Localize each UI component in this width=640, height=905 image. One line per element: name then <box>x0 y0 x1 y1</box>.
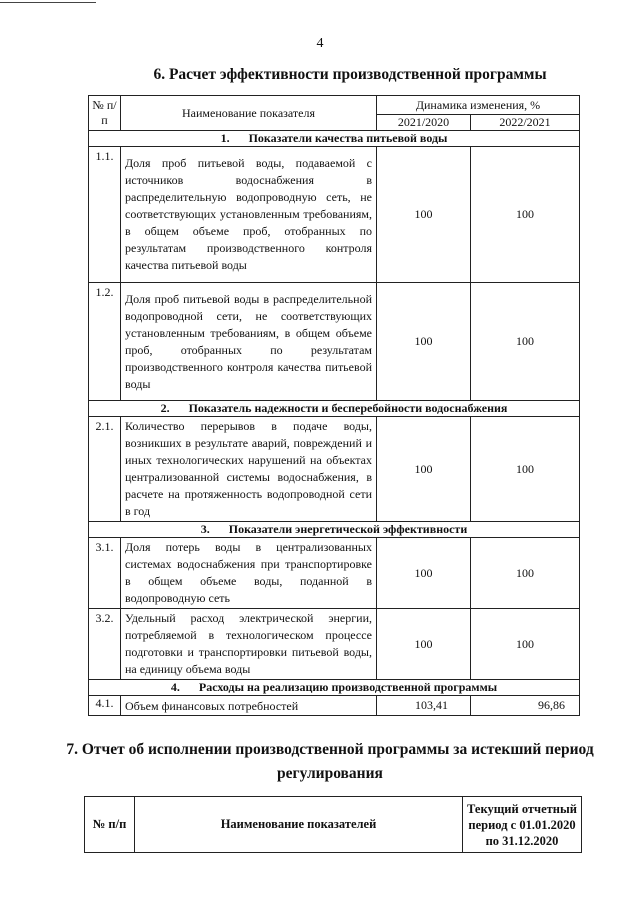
table-header-row <box>89 96 580 115</box>
group-num: 1. <box>220 131 230 145</box>
page-number: 4 <box>316 36 324 51</box>
period-line: по 31.12.2020 <box>485 833 559 848</box>
row-value-2021: 103,41 <box>377 696 471 716</box>
header-col2: 2022/2021 <box>471 115 580 131</box>
table-row <box>89 417 580 522</box>
row-value-2022: 100 <box>471 538 580 609</box>
row-num: 4.1. <box>89 696 121 716</box>
report-header-num: № п/п <box>85 797 135 853</box>
row-value-2021: 100 <box>377 283 471 401</box>
row-name: Доля проб питьевой воды, подаваемой с источников водоснабжения в распределительную водопроводную сеть, не соответствующих установленным требованиям, в общем объеме проб, отобранных по результатам производственного контроля качества питьевой воды <box>121 147 377 283</box>
header-dynamics: Динамика изменения, % <box>377 96 580 115</box>
report-header-name: Наименование показателей <box>135 797 463 853</box>
header-name: Наименование показателя <box>121 96 377 131</box>
report-header-row <box>85 797 582 853</box>
row-name: Доля потерь воды в централизованных системах водоснабжения при транспортировке в общем объеме воды, поданной в водопроводную сеть <box>121 538 377 609</box>
table-row <box>89 696 580 716</box>
row-num: 3.2. <box>89 609 121 680</box>
top-rule <box>0 2 96 3</box>
row-num: 1.1. <box>89 147 121 283</box>
table-row <box>89 538 580 609</box>
row-num: 3.1. <box>89 538 121 609</box>
row-value-2021: 100 <box>377 609 471 680</box>
group-title: 1. Показатели качества питьевой воды <box>89 131 580 147</box>
group-row <box>89 680 580 696</box>
group-title: 3. Показатели энергетической эффективности <box>89 522 580 538</box>
row-name: Удельный расход электрической энергии, потребляемой в технологическом процессе подготовки и транспортировки питьевой воды, на единицу объема воды <box>121 609 377 680</box>
group-title: 4. Расходы на реализацию производственной программы <box>89 680 580 696</box>
row-value-2022: 100 <box>471 609 580 680</box>
row-name: Количество перерывов в подаче воды, возникших в результате аварий, повреждений и иных технологических нарушений на объектах централизованной системы водоснабжения, в расчете на протяженность водопроводной сети в год <box>121 417 377 522</box>
row-value-2022: 100 <box>471 283 580 401</box>
table-row <box>89 283 580 401</box>
group-row <box>89 522 580 538</box>
table-row <box>89 147 580 283</box>
period-line: период с 01.01.2020 <box>468 817 576 832</box>
group-num: 3. <box>200 522 210 536</box>
row-value-2021: 100 <box>377 147 471 283</box>
section7-title-line2: регулирования <box>277 765 383 782</box>
header-col1: 2021/2020 <box>377 115 471 131</box>
section7-title <box>0 738 640 786</box>
row-num: 2.1. <box>89 417 121 522</box>
group-title: 2. Показатель надежности и бесперебойности водоснабжения <box>89 401 580 417</box>
row-value-2021: 100 <box>377 417 471 522</box>
group-num: 4. <box>170 680 180 694</box>
report-header-period <box>463 797 582 853</box>
row-value-2022: 100 <box>471 147 580 283</box>
report-table <box>84 796 582 853</box>
group-num: 2. <box>160 401 170 415</box>
period-line: Текущий отчетный <box>467 801 577 816</box>
section6-title: 6. Расчет эффективности производственной программы <box>153 66 547 83</box>
row-value-2022: 100 <box>471 417 580 522</box>
group-row <box>89 401 580 417</box>
row-name: Объем финансовых потребностей <box>121 696 377 716</box>
row-num: 1.2. <box>89 283 121 401</box>
row-name: Доля проб питьевой воды в распределительной водопроводной сети, не соответствующих установленным требованиям, в общем объеме проб, отобранных по результатам производственного контроля качества питьевой воды <box>121 283 377 401</box>
section7-title-line1: 7. Отчет об исполнении производственной программы за истекший период <box>66 741 594 758</box>
efficiency-table <box>88 95 580 716</box>
row-value-2022: 96,86 <box>471 696 580 716</box>
row-value-2021: 100 <box>377 538 471 609</box>
table-row <box>89 609 580 680</box>
group-row <box>89 131 580 147</box>
header-num: № п/п <box>89 96 121 131</box>
